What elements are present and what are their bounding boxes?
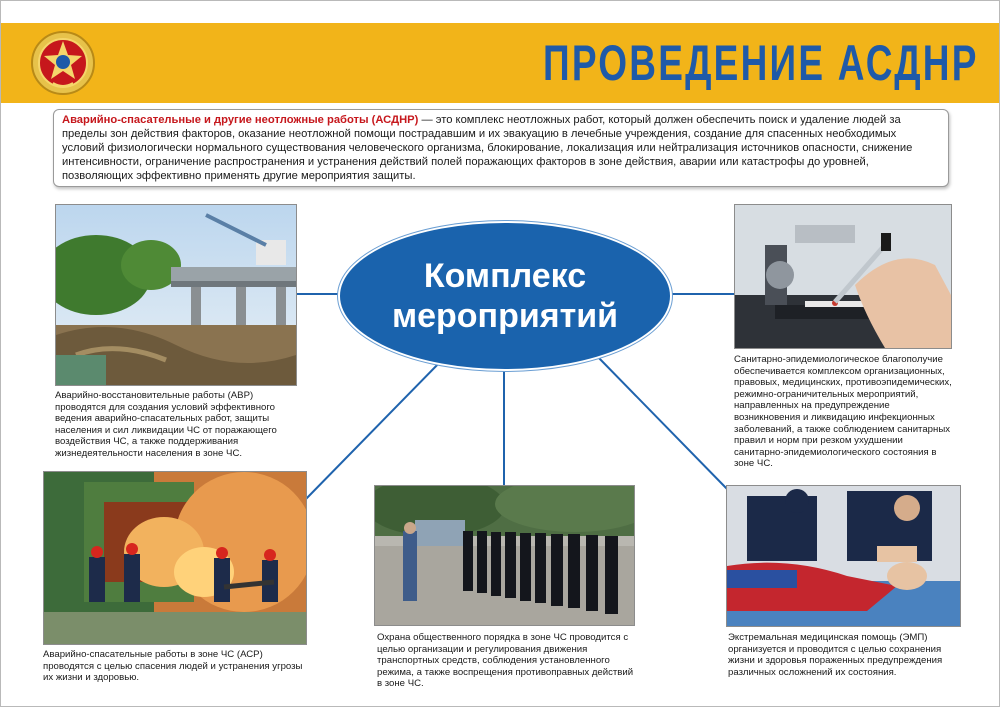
definition-text: — это комплекс неотложных работ, который должен обеспечить поиск и удаление людей за пределы зон действия факторов, оказание неотложной помощи пострадавшим и их эвакуацию в лечебные учреждения, создание для спасенных необходимых условий физиологически нормального существования человеческого организма, блокирование, локализация или нейтрализация источников опасности, снижение интенсивности, ограничение распространения и устранения действий полей поражающих факторов в зоне действия, аварии или катастрофы до уровней, позволяющих эффективно применять другие мероприятия защиты. [62,114,913,182]
photo-medical-aid [726,485,961,627]
caption-sanitary: Санитарно-эпидемиологическое благополучие обеспечивается комплексом организационных, правовых, медицинских, противоэпидемических, режимно-ограничительных мероприятий, направленных на предупреждение возникновения и ликвидацию инфекционных заболеваний, а также соблюдением санитарных правил и норм при резком ухудшении санитарно-эпидемиологического состояния в зоне ЧС. [734,354,952,470]
page-title: ПРОВЕДЕНИЕ АСДНР [543,35,979,91]
center-line-2: мероприятий [391,297,619,335]
photo-sanitary-lab [734,204,952,349]
center-line-1: Комплекс [423,257,587,295]
definition-term: Аварийно-спасательные и другие неотложные работы (АСДНР) [62,114,419,126]
caption-avr: Аварийно-восстановительные работы (АВР) проводятся для создания условий эффективного ведения аварийно-спасательных работ, защиты населения и сил ликвидации ЧС от поражающего воздействия ЧС, а также поддерживания жизнедеятельности населения в зоне ЧС. [55,390,277,459]
caption-emp: Экстремальная медицинская помощь (ЭМП) организуется и проводится с целью сохранения жизни и здоровья пораженных предупреждения различных осложнений их состояния. [728,632,943,678]
photo-fire-rescue [43,471,307,645]
caption-order: Охрана общественного порядка в зоне ЧС проводится с целью организации и регулирования движения транспортных средств, соблюдения установленного режима, а также воспрещения противоправных действий в зоне ЧС. [377,632,634,690]
photo-bridge-restoration [55,204,297,386]
center-ellipse [338,221,672,371]
photo-public-order [374,485,635,626]
caption-asr: Аварийно-спасательные работы в зоне ЧС (АСР) проводятся с целью спасения людей и устранения угрозы их жизни и здоровью. [43,649,303,684]
